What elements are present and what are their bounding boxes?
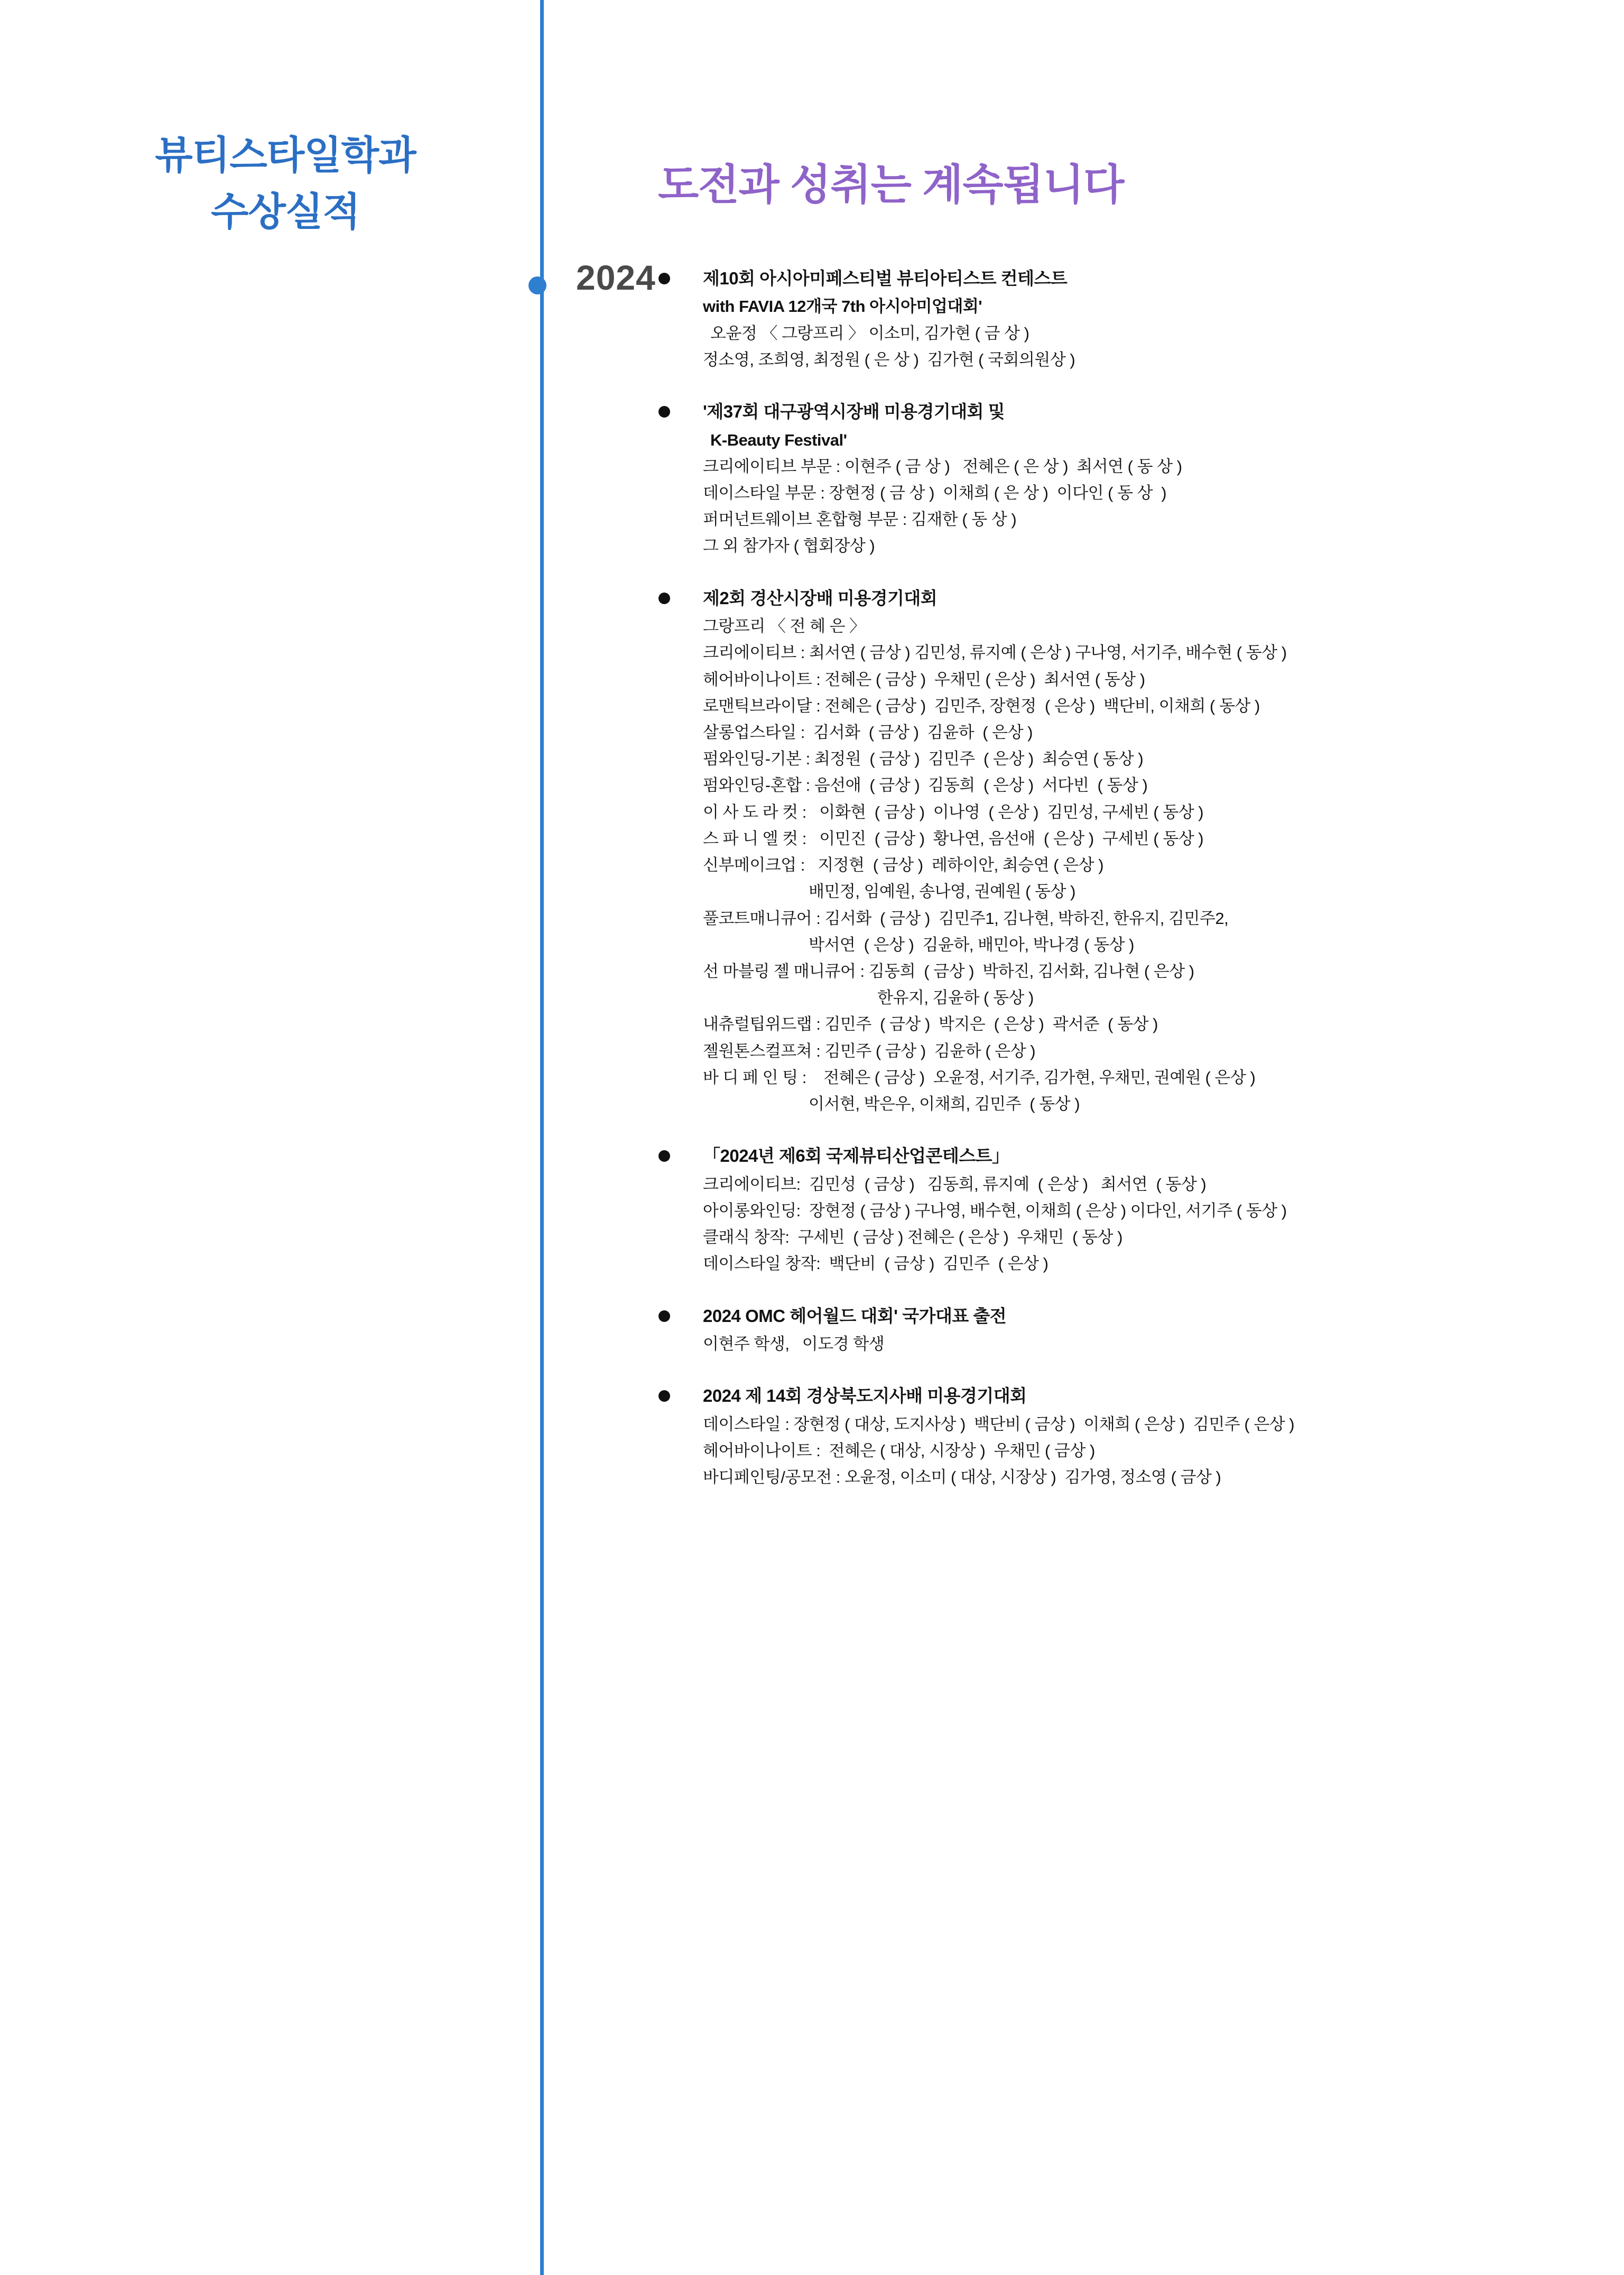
award-entry-line: 살롱업스타일 : 김서화 ( 금상 ) 김윤하 ( 은상 ) (703, 723, 1033, 742)
award-entry-title: 「2024년 제6회 국제뷰티산업콘테스트」 (703, 1146, 1009, 1166)
main-heading: 도전과 성취는 계속됩니다 (658, 161, 1124, 208)
vertical-divider (540, 0, 544, 2275)
award-entry-line: 한유지, 김윤하 ( 동상 ) (877, 988, 1034, 1007)
award-entry (703, 1382, 1575, 1491)
award-entry-line: 펌와인딩-혼합 : 음선애 ( 금상 ) 김동희 ( 은상 ) 서다빈 ( 동상 ) (703, 776, 1148, 795)
award-entry-line: 스 파 니 엘 컷 : 이민진 ( 금상 ) 황나연, 음선애 ( 은상 ) 구세빈 ( 동상 ) (703, 829, 1204, 848)
award-entry-line: 선 마블링 젤 매니큐어 : 김동희 ( 금상 ) 박하진, 김서화, 김나현 ( 은상 ) (703, 961, 1194, 981)
award-entry (703, 397, 1575, 560)
department-title (63, 127, 507, 241)
award-entry-line: K-Beauty Festival' (710, 430, 847, 449)
award-entry-line: 배민정, 임예원, 송나영, 권예원 ( 동상 ) (809, 882, 1075, 901)
award-entry-line: 정소영, 조희영, 최정원 ( 은 상 ) 김가현 ( 국회의원상 ) (703, 350, 1075, 369)
award-entry-line: 바디페인팅/공모전 : 오윤정, 이소미 ( 대상, 시장상 ) 김가영, 정소영 ( 금상 ) (703, 1468, 1221, 1487)
award-entry-line: 아이롱와인딩: 장현정 ( 금상 ) 구나영, 배수현, 이채희 ( 은상 ) 이다인, 서기주 ( 동상 ) (703, 1201, 1287, 1220)
award-entry-line: 크리에이티브 부문 : 이현주 ( 금 상 ) 전혜은 ( 은 상 ) 최서연 ( 동 상 ) (703, 457, 1182, 476)
award-entry-title: '제37회 대구광역시장배 미용경기대회 및 (703, 402, 1005, 422)
award-entry-line: 로맨틱브라이달 : 전혜은 ( 금상 ) 김민주, 장현정 ( 은상 ) 백단비, 이채희 ( 동상 ) (703, 696, 1260, 715)
award-entry-title: 제2회 경산시장배 미용경기대회 (703, 588, 938, 608)
bullet-icon (658, 1390, 670, 1402)
year-marker-dot (528, 276, 546, 294)
award-entry (703, 584, 1575, 1118)
bullet-icon (658, 1150, 670, 1162)
award-entry-line: 이 사 도 라 컷 : 이화현 ( 금상 ) 이나영 ( 은상 ) 김민성, 구세빈 ( 동상 ) (703, 802, 1204, 821)
award-entry-line: 젤원톤스컬프쳐 : 김민주 ( 금상 ) 김윤하 ( 은상 ) (703, 1041, 1036, 1060)
award-entry-line: 헤어바이나이트 : 전혜은 ( 금상 ) 우채민 ( 은상 ) 최서연 ( 동상 ) (703, 670, 1145, 689)
award-entry-line: 데이스타일 부문 : 장현정 ( 금 상 ) 이채희 ( 은 상 ) 이다인 ( 동 상 ) (703, 484, 1167, 502)
award-entry-title: 2024 제 14회 경상북도지사배 미용경기대회 (703, 1386, 1027, 1406)
bullet-icon (658, 273, 670, 284)
award-entry-line: 크리에이티브: 김민성 ( 금상 ) 김동희, 류지예 ( 은상 ) 최서연 ( 동상 ) (703, 1175, 1207, 1194)
award-entry-line: 이서현, 박은우, 이채희, 김민주 ( 동상 ) (809, 1095, 1080, 1114)
department-title-line2: 수상실적 (211, 190, 360, 234)
award-entry-line: 박서연 ( 은상 ) 김윤하, 배민아, 박나경 ( 동상 ) (809, 935, 1134, 954)
award-entry-line: 클래식 창작: 구세빈 ( 금상 ) 전혜은 ( 은상 ) 우채민 ( 동상 ) (703, 1228, 1122, 1247)
award-entry-line: 헤어바이나이트 : 전혜은 ( 대상, 시장상 ) 우채민 ( 금상 ) (703, 1441, 1095, 1460)
award-entry-line: 내츄럴팁위드랩 : 김민주 ( 금상 ) 박지은 ( 은상 ) 곽서준 ( 동상 ) (703, 1015, 1158, 1034)
award-entry-line: 풀코트매니큐어 : 김서화 ( 금상 ) 김민주1, 김나현, 박하진, 한유지, 김민주2, (703, 909, 1229, 928)
award-entry-line: 데이스타일 : 장현정 ( 대상, 도지사상 ) 백단비 ( 금상 ) 이채희 ( 은상 ) 김민주 ( 은상 ) (703, 1414, 1295, 1434)
award-entry-line: 바 디 페 인 팅 : 전혜은 ( 금상 ) 오윤정, 서기주, 김가현, 우채민, 권예원 ( 은상 ) (703, 1068, 1256, 1087)
award-entry-title: 제10회 아시아미페스티벌 뷰티아티스트 컨테스트 (703, 269, 1068, 288)
award-entry-line: 이현주 학생, 이도경 학생 (703, 1335, 885, 1354)
award-entry-line: 펌와인딩-기본 : 최정원 ( 금상 ) 김민주 ( 은상 ) 최승연 ( 동상 ) (703, 750, 1144, 769)
award-entry-line: 데이스타일 창작: 백단비 ( 금상 ) 김민주 ( 은상 ) (703, 1254, 1048, 1273)
award-entry-list (703, 264, 1575, 1515)
award-entry-line: 크리에이티브 : 최서연 ( 금상 ) 김민성, 류지예 ( 은상 ) 구나영, 서기주, 배수현 ( 동상 ) (703, 643, 1287, 662)
award-entry-title: 2024 OMC 헤어월드 대회' 국가대표 출전 (703, 1306, 1007, 1326)
award-entry-line: 퍼머넌트웨이브 혼합형 부문 : 김재한 ( 동 상 ) (703, 510, 1017, 529)
award-entry-line: 오윤정 〈 그랑프리 〉 이소미, 김가현 ( 금 상 ) (710, 323, 1029, 343)
award-entry-line: 그랑프리 〈 전 혜 은 〉 (703, 617, 866, 636)
bullet-icon (658, 1310, 670, 1322)
year-label: 2024 (576, 258, 656, 297)
award-entry-line: with FAVIA 12개국 7th 아시아미업대회' (703, 297, 982, 316)
award-entry-line: 신부메이크업 : 지정현 ( 금상 ) 레하이안, 최승연 ( 은상 ) (703, 856, 1104, 875)
bullet-icon (658, 406, 670, 418)
award-entry (703, 1302, 1575, 1358)
bullet-icon (658, 593, 670, 604)
award-entry (703, 264, 1575, 373)
department-title-line1: 뷰티스타일학과 (155, 133, 416, 177)
award-entry (703, 1142, 1575, 1277)
award-entry-line: 그 외 참가자 ( 협회장상 ) (703, 537, 875, 556)
